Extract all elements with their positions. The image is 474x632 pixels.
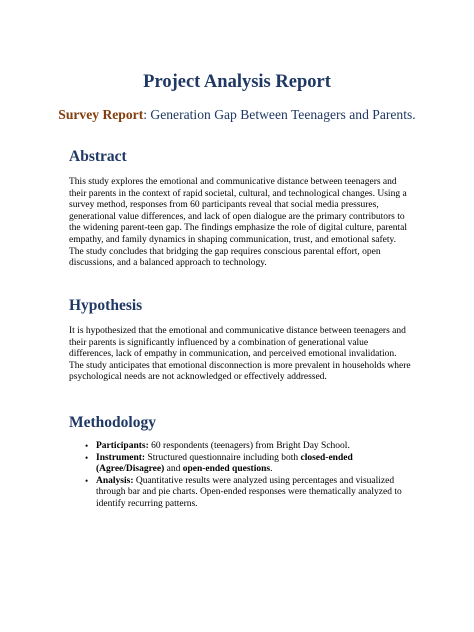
analysis-line (96, 476, 407, 488)
analysis-line: through bar and pie charts. Open-ended responses were thematically analyzed to (96, 487, 402, 498)
bullet-icon: • (85, 441, 89, 451)
analysis-label: Analysis: (96, 475, 134, 486)
instrument-label: Instrument: (96, 452, 146, 463)
abstract-line: This study explores the emotional and communicative distance between teenagers and (69, 177, 397, 187)
abstract-line: generational value differences, and lack of open dialogue are the primary contributors to (69, 211, 405, 222)
hypothesis-heading: Hypothesis (69, 297, 143, 314)
abstract-line: The study concludes that bridging the gap requires conscious parental effort, open (69, 246, 381, 257)
bullet-icon: • (85, 452, 89, 463)
bullet-icon: • (85, 475, 89, 486)
hypothesis-line: their parents is significantly influenced by a combination of generational value (69, 337, 369, 348)
methodology-item-analysis (69, 476, 407, 511)
report-title: Project Analysis Report (143, 72, 331, 92)
abstract-line: survey method, responses from 60 participants reveal that social media pressures, (69, 200, 379, 211)
methodology-item-instrument (69, 453, 407, 476)
report-subtitle (0, 107, 474, 123)
hypothesis-line: The study anticipates that emotional disconnection is more prevalent in households where (69, 360, 411, 371)
hypothesis-line: It is hypothesized that the emotional and communicative distance between teenagers and (69, 326, 406, 336)
abstract-line: the widening parent-teen gap. The findings emphasize the role of digital culture, parental (69, 223, 408, 234)
methodology-heading: Methodology (69, 414, 156, 431)
abstract-line: their parents in the context of rapid societal, cultural, and technological changes. Using a (69, 188, 407, 199)
instrument-agree-disagree: (Agree/Disagree) (96, 464, 165, 475)
abstract-line: discussions, and a balanced approach to technology. (69, 258, 267, 269)
subtitle-label: Survey Report (58, 107, 144, 122)
participants-text: 60 respondents (teenagers) from Bright Day School. (148, 441, 350, 451)
instrument-open-ended: open-ended questions (182, 464, 271, 475)
abstract-paragraph (69, 177, 407, 270)
abstract-line: empathy, and family dynamics in shaping communication, trust, and emotional safety. (69, 234, 396, 245)
methodology-item-participants (69, 441, 407, 453)
participants-line (96, 441, 407, 453)
instrument-closed-ended: closed-ended (300, 452, 353, 463)
instrument-period: . (270, 464, 273, 475)
hypothesis-line: differences, lack of empathy in communication, and perceived emotional invalidation. (69, 349, 397, 360)
subtitle-text: : Generation Gap Between Teenagers and Parents. (143, 107, 416, 122)
instrument-and: and (164, 464, 183, 475)
instrument-line (96, 453, 407, 465)
analysis-line: identify recurring patterns. (96, 498, 198, 509)
methodology-list (69, 441, 407, 511)
participants-label: Participants: (96, 441, 149, 451)
instrument-text: Structured questionnaire including both (145, 452, 301, 463)
abstract-heading: Abstract (69, 148, 127, 165)
analysis-text: Quantitative results were analyzed using percentages and visualized (133, 475, 395, 486)
hypothesis-paragraph (69, 326, 411, 384)
hypothesis-line: psychological needs are not acknowledged or effectively addressed. (69, 372, 327, 383)
instrument-line (96, 464, 407, 476)
